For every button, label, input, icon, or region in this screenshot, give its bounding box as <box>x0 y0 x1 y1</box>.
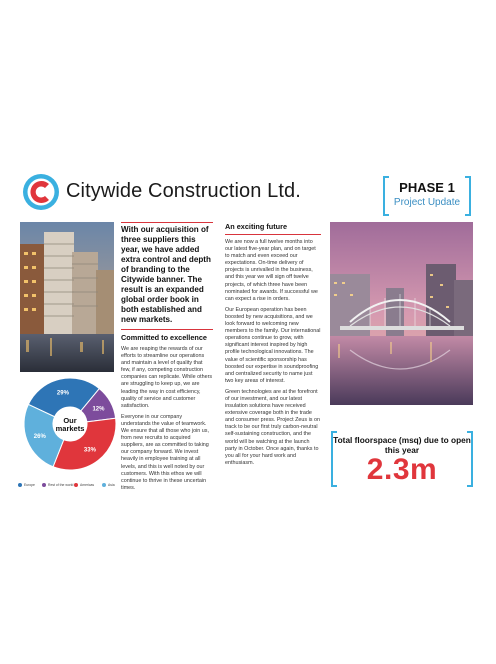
pie-data-label: 29% <box>56 390 69 397</box>
legend-swatch <box>42 483 46 487</box>
legend-item <box>74 483 94 487</box>
floorspace-stat <box>331 429 473 488</box>
divider <box>121 222 213 223</box>
middle-column <box>121 222 213 492</box>
body-paragraph: We are now a full twelve months into our latest five-year plan, and on target to match and even exceed our expectations. On-time delivery of projects is unrivalled in the business, and this year we will sign off twelve projects, of which three have been nominated for awards. If successful we can expect a rise in orders. <box>225 239 318 302</box>
chart-legend <box>18 483 122 491</box>
legend-swatch <box>102 483 106 487</box>
bridge-cityscape-photo <box>330 222 473 405</box>
section-heading-excellence: Committed to excellence <box>121 333 207 342</box>
legend-item <box>18 483 35 487</box>
company-logo-icon <box>22 173 60 211</box>
pie-data-label: 12% <box>92 406 105 413</box>
waterfront-buildings-photo <box>20 222 114 372</box>
pie-data-label: 26% <box>33 433 46 440</box>
pie-data-label: 33% <box>83 447 96 454</box>
legend-label: Americas <box>80 483 95 487</box>
legend-item <box>42 483 73 487</box>
legend-label: Asia <box>108 483 115 487</box>
right-text-column <box>225 222 321 467</box>
divider <box>121 329 213 330</box>
phase-title: PHASE 1 <box>399 180 455 195</box>
legend-swatch <box>18 483 22 487</box>
phase-box <box>383 176 471 216</box>
pie-title: markets <box>55 424 85 433</box>
body-paragraph: Our European operation has been boosted by new acquisitions, and we look forward to welcoming new members to the family. Our international operations continue to grow, with significant interest inspired by high profile technological innovations. The value of scientific sponsorship has boosted our expertise in soundproofing and centralized security to name just two key areas of interest. <box>225 306 321 384</box>
intro-paragraph: With our acquisition of three suppliers this year, we have added extra control and depth of branding to the Citywide banner. The result is an expanded global order book in both established and new markets. <box>121 225 211 324</box>
pie-title: Our <box>63 416 77 425</box>
body-paragraph: Everyone in our company understands the value of teamwork. We ensure that all those who join us, from new recruits to acquired suppliers, are as committed to taking our company forward. We invest heavily in employee training at all levels, and this is well noted by our customers. With this ethos we will continue to thrive in these uncertain times. <box>121 413 209 491</box>
company-name: Citywide Construction Ltd. <box>66 180 301 202</box>
legend-item <box>102 483 115 487</box>
stat-value: 2.3m <box>366 453 438 486</box>
body-paragraph: Green technologies are at the forefront of our investment, and our latest insulation solutions have received extensive coverage both in the trade and consumer press. Project Zeus is on track to be our first truly carbon-neutral self-sustaining construction, and the world will be watching at the launch party in October. Once again, thanks to you all for your hard work and enthusiasm. <box>225 388 320 466</box>
divider <box>225 234 321 235</box>
phase-subtitle: Project Update <box>393 197 461 208</box>
stat-label: Total floorspace (msq) due to open this year <box>333 435 471 455</box>
legend-label: Europe <box>24 483 35 487</box>
body-paragraph: We are reaping the rewards of our efforts to streamline our operations and maintain a level of quality that few, if any, competing construction companies can replicate. While others are struggling to keep up, we are leading the way in cost efficiency, quality of service and customer satisfaction. <box>121 346 213 409</box>
section-heading-future: An exciting future <box>225 222 288 231</box>
markets-pie-chart <box>22 374 118 474</box>
legend-label: Rest of the world <box>48 483 74 487</box>
legend-swatch <box>74 483 78 487</box>
